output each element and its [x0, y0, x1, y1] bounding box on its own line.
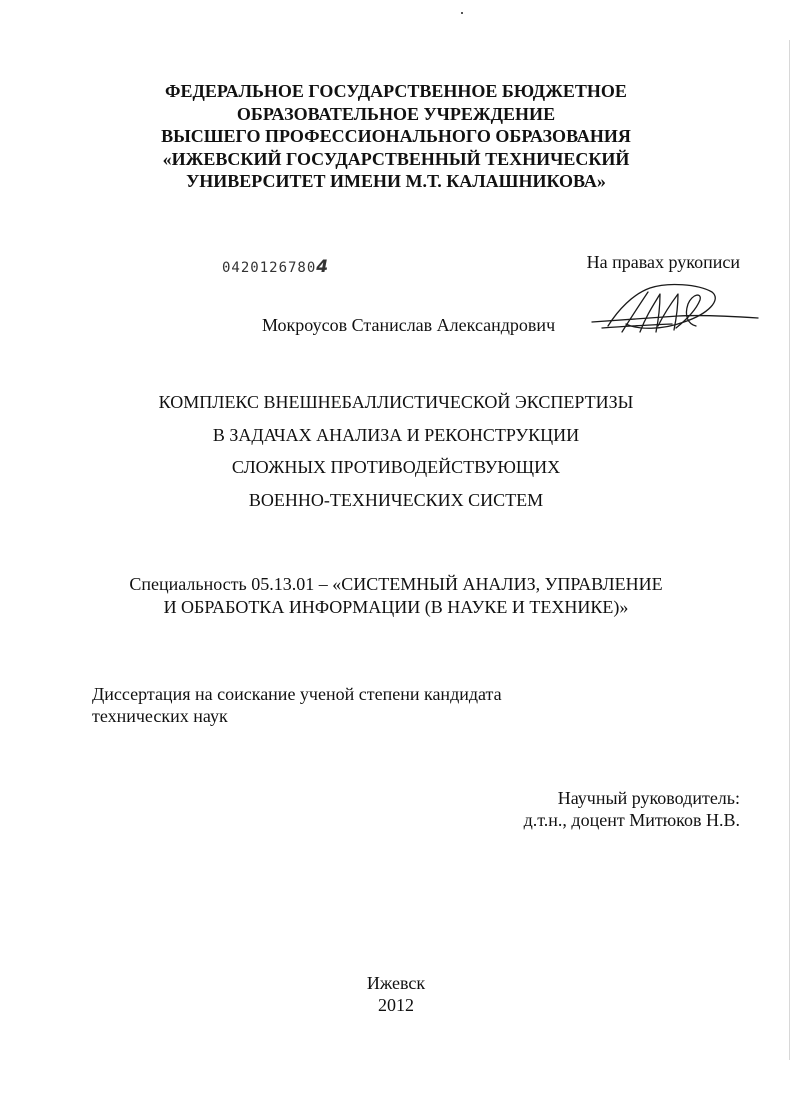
signature-image	[588, 280, 760, 342]
title-line: КОМПЛЕКС ВНЕШНЕБАЛЛИСТИЧЕСКОЙ ЭКСПЕРТИЗЫ	[158, 392, 634, 412]
institution-line: «ИЖЕВСКИЙ ГОСУДАРСТВЕННЫЙ ТЕХНИЧЕСКИЙ	[162, 148, 630, 169]
advisor-label: Научный руководитель:	[557, 788, 740, 808]
advisor-name: д.т.н., доцент Митюков Н.В.	[523, 810, 740, 830]
title-line: В ЗАДАЧАХ АНАЛИЗА И РЕКОНСТРУКЦИИ	[212, 424, 580, 445]
registration-number-digits: 0420126780	[222, 260, 317, 276]
scan-speck	[461, 12, 463, 14]
city: Ижевск	[366, 973, 426, 993]
specialty-line: И ОБРАБОТКА ИНФОРМАЦИИ (В НАУКЕ И ТЕХНИКЕ)»	[163, 597, 629, 617]
title-line: СЛОЖНЫХ ПРОТИВОДЕЙСТВУЮЩИХ	[231, 457, 561, 477]
manuscript-note: На правах рукописи	[586, 252, 740, 272]
degree-line: Диссертация на соискание ученой степени кандидата	[92, 684, 502, 704]
degree-statement	[92, 683, 502, 727]
specialty-line: Специальность 05.13.01 – «СИСТЕМНЫЙ АНАЛИЗ, УПРАВЛЕНИЕ	[129, 574, 663, 594]
scan-edge	[789, 40, 790, 1060]
scientific-advisor	[524, 787, 740, 831]
dissertation-title	[0, 386, 792, 516]
title-line: ВОЕННО-ТЕХНИЧЕСКИХ СИСТЕМ	[248, 489, 544, 510]
year: 2012	[378, 995, 414, 1015]
place-and-year	[0, 972, 792, 1016]
degree-line: технических наук	[92, 706, 228, 726]
author-name: Мокроусов Станислав Александрович	[262, 315, 556, 335]
institution-header	[0, 80, 792, 193]
institution-line: ВЫСШЕГО ПРОФЕССИОНАЛЬНОГО ОБРАЗОВАНИЯ	[161, 126, 631, 146]
specialty	[0, 573, 792, 619]
institution-line: ФЕДЕРАЛЬНОЕ ГОСУДАРСТВЕННОЕ БЮДЖЕТНОЕ	[165, 81, 627, 101]
institution-line: УНИВЕРСИТЕТ ИМЕНИ М.Т. КАЛАШНИКОВА»	[186, 171, 606, 191]
registration-number	[222, 257, 329, 277]
institution-line: ОБРАЗОВАТЕЛЬНОЕ УЧРЕЖДЕНИЕ	[236, 103, 556, 124]
registration-number-handwritten-digit: 4	[316, 257, 330, 277]
